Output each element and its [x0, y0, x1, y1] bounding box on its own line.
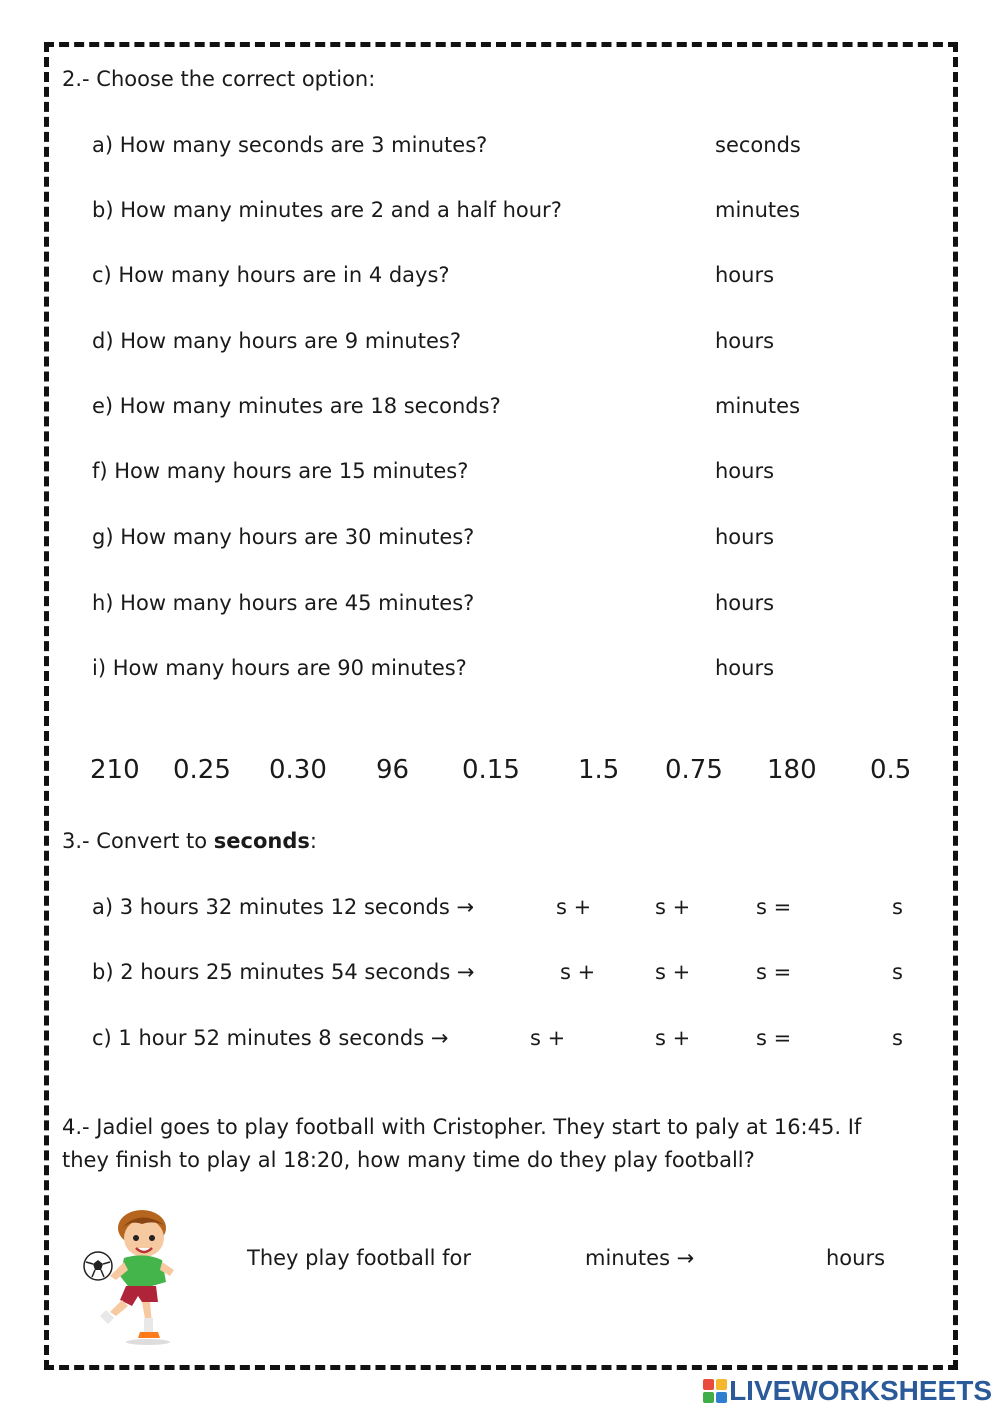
q2-unit-e: minutes: [715, 394, 801, 418]
option-chip[interactable]: 0.30: [269, 755, 327, 785]
q2-question-d: d) How many hours are 9 minutes?: [92, 329, 461, 353]
option-chip[interactable]: 180: [767, 755, 817, 785]
q4-line2: they finish to play al 18:20, how many time do they play football?: [62, 1148, 755, 1172]
option-chip[interactable]: 0.15: [462, 755, 520, 785]
q4-answer-text: They play football for: [247, 1246, 472, 1270]
q2-question-b: b) How many minutes are 2 and a half hour?: [92, 198, 562, 222]
q3-title-prefix: 3.- Convert to: [62, 829, 214, 853]
q2-unit-g: hours: [715, 525, 775, 549]
kid-football-illustration: [80, 1206, 190, 1348]
q3-title-bold: seconds: [213, 829, 310, 853]
q2-question-a: a) How many seconds are 3 minutes?: [92, 133, 488, 157]
q4-answer-hours: hours: [826, 1246, 886, 1270]
option-chip[interactable]: 0.25: [173, 755, 231, 785]
q2-question-f: f) How many hours are 15 minutes?: [92, 459, 469, 483]
q2-question-c: c) How many hours are in 4 days?: [92, 263, 450, 287]
option-chip[interactable]: 0.5: [870, 755, 912, 785]
q2-unit-a: seconds: [715, 133, 801, 157]
q2-question-e: e) How many minutes are 18 seconds?: [92, 394, 501, 418]
option-chip[interactable]: 96: [376, 755, 410, 785]
q3-b-part2: s +: [655, 960, 691, 984]
q3-b-part4: s: [892, 960, 903, 984]
q3-a-part2: s +: [655, 895, 691, 919]
liveworksheets-logo-text: LIVEWORKSHEETS: [729, 1375, 992, 1406]
q2-unit-h: hours: [715, 591, 775, 615]
q3-c-part1: s +: [530, 1026, 566, 1050]
option-chip[interactable]: 1.5: [578, 755, 620, 785]
option-chip[interactable]: 0.75: [665, 755, 723, 785]
q2-question-g: g) How many hours are 30 minutes?: [92, 525, 475, 549]
liveworksheets-logo: [703, 1375, 992, 1407]
q3-question-b: b) 2 hours 25 minutes 54 seconds →: [92, 960, 475, 984]
q3-question-a: a) 3 hours 32 minutes 12 seconds →: [92, 895, 475, 919]
q4-answer-minutes: minutes →: [585, 1246, 695, 1270]
q2-question-i: i) How many hours are 90 minutes?: [92, 656, 467, 680]
q2-title: 2.- Choose the correct option:: [62, 67, 376, 91]
liveworksheets-logo-icon: [703, 1379, 727, 1403]
q3-b-part3: s =: [756, 960, 792, 984]
q3-c-part4: s: [892, 1026, 903, 1050]
q3-question-c: c) 1 hour 52 minutes 8 seconds →: [92, 1026, 449, 1050]
q3-a-part3: s =: [756, 895, 792, 919]
q2-question-h: h) How many hours are 45 minutes?: [92, 591, 475, 615]
q3-b-part1: s +: [560, 960, 596, 984]
q2-unit-f: hours: [715, 459, 775, 483]
option-chip[interactable]: 210: [90, 755, 140, 785]
q3-c-part2: s +: [655, 1026, 691, 1050]
q2-unit-d: hours: [715, 329, 775, 353]
q3-title: [62, 831, 317, 852]
q3-c-part3: s =: [756, 1026, 792, 1050]
q3-a-part1: s +: [556, 895, 592, 919]
q2-unit-i: hours: [715, 656, 775, 680]
q3-title-suffix: :: [309, 829, 317, 853]
q2-unit-b: minutes: [715, 198, 801, 222]
q2-unit-c: hours: [715, 263, 775, 287]
q4-line1: 4.- Jadiel goes to play football with Cristopher. They start to paly at 16:45. If: [62, 1115, 862, 1139]
q3-a-part4: s: [892, 895, 903, 919]
